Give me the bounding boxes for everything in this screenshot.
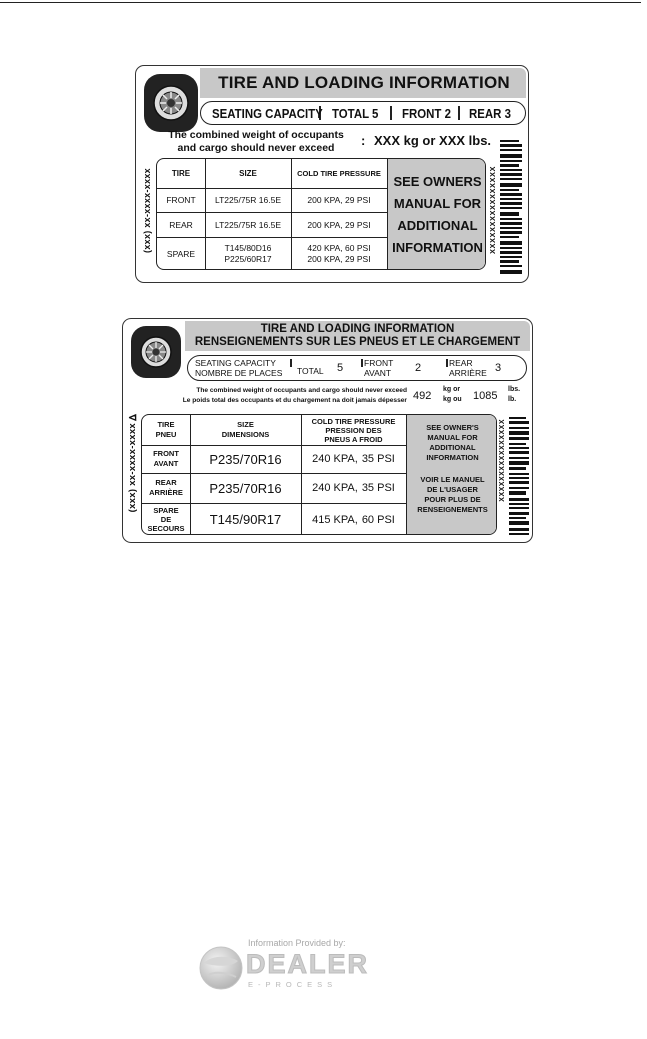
- header-size-en: SIZE: [237, 420, 254, 429]
- header-size: [190, 415, 301, 445]
- seating-capacity-label: SEATING CAPACITY: [212, 106, 323, 121]
- barcode-code: XXXXXXXXXXXXXXXX: [488, 166, 497, 255]
- weight-text-line1: The combined weight of occupants: [168, 129, 344, 141]
- barcode: [509, 417, 529, 535]
- barcode-bar: [509, 521, 529, 525]
- barcode-bar: [500, 178, 522, 180]
- rear-label: REAR: [449, 358, 473, 368]
- header-tire-fr: PNEU: [155, 430, 177, 439]
- spare-pressure-line2: 200 KPA, 29 PSI: [307, 254, 371, 264]
- barcode-bar: [500, 265, 522, 267]
- row-front-size: LT225/75R 16.5E: [215, 195, 281, 205]
- barcode-bar: [500, 256, 522, 258]
- row-rear-tire: [142, 473, 190, 503]
- page-top-rule: [0, 2, 641, 3]
- voir-line: RENSEIGNEMENTS: [417, 505, 488, 514]
- barcode-bar: [509, 457, 529, 459]
- row-rear-pressure: [301, 473, 406, 503]
- spare-size-line1: T145/80D16: [224, 243, 272, 253]
- barcode-bar: [500, 222, 522, 225]
- row-front-size: P235/70R16: [209, 451, 282, 467]
- barcode-code: XXXXXXXXXXXXXXXX: [499, 419, 506, 502]
- barcode-bar: [500, 198, 522, 200]
- barcode-bar: [500, 160, 522, 162]
- header-pressure: COLD TIRE PRESSURE: [297, 169, 381, 178]
- header-size: SIZE: [239, 169, 257, 178]
- row-rear-size: LT225/75R 16.5E: [215, 219, 281, 230]
- row-spare-size: [205, 237, 291, 270]
- barcode-bar: [509, 517, 526, 519]
- header-tire-en: TIRE: [157, 420, 175, 429]
- psi-value: 35 PSI: [361, 453, 395, 465]
- weight-colon: :: [361, 133, 366, 148]
- row-rear-pressure: 200 KPA, 29 PSI: [307, 219, 371, 230]
- front-label: FRONT: [364, 358, 394, 368]
- kpa-value: 415 KPA,: [312, 513, 358, 526]
- psi-value: 35 PSI: [361, 482, 395, 494]
- see-owners-line: ADDITIONAL: [429, 443, 476, 452]
- arriere-label: ARRIÈRE: [449, 368, 487, 378]
- barcode-bar: [509, 477, 529, 479]
- row-front-tire: [142, 445, 190, 473]
- barcode-bar: [509, 512, 529, 515]
- front-value: 2: [415, 362, 422, 374]
- barcode-bar: [509, 507, 529, 509]
- weight-value: XXX kg or XXX lbs.: [374, 133, 492, 148]
- total-value: TOTAL 5: [332, 106, 379, 121]
- barcode-bar: [509, 451, 529, 454]
- barcode-bar: [509, 473, 529, 475]
- tire-table: [141, 414, 497, 535]
- barcode-bar: [509, 498, 529, 501]
- kpa-value: 240 KPA,: [312, 482, 358, 494]
- barcode-bar: [500, 241, 522, 245]
- barcode-bar: [500, 212, 519, 216]
- barcode-bar: [500, 169, 522, 171]
- see-owners-line: INFORMATION: [426, 453, 479, 462]
- barcode-bar: [509, 481, 529, 484]
- barcode-bar: [509, 431, 529, 435]
- header-tire: [142, 415, 190, 445]
- total-value: 5: [337, 362, 344, 374]
- rear-value: 3: [495, 362, 502, 374]
- row-spare-size: T145/90R17: [209, 512, 282, 527]
- barcode-bar: [509, 487, 529, 489]
- see-owners-box: [406, 415, 497, 535]
- barcode-bar: [509, 437, 529, 440]
- barcode-bar: [500, 154, 522, 158]
- see-owners-line: SEE OWNERS: [393, 174, 482, 189]
- header-size-fr: DIMENSIONS: [221, 430, 270, 439]
- label-title: TIRE AND LOADING INFORMATION: [218, 73, 510, 92]
- kg-or: kg or: [443, 386, 461, 393]
- seat-divider: [458, 106, 460, 120]
- seat-divider: [290, 359, 292, 367]
- barcode-bar: [509, 533, 529, 535]
- header-pressure-line: PRESSION DES: [325, 425, 382, 435]
- nombre-de-places-label: NOMBRE DE PLACES: [195, 368, 283, 378]
- barcode-bar: [509, 528, 529, 531]
- barcode-bar: [500, 202, 522, 205]
- row-spare-pressure: [291, 237, 387, 270]
- tire-fr: AVANT: [153, 459, 179, 468]
- tire-fr: ARRIÈRE: [149, 488, 183, 497]
- barcode-bar: [509, 503, 529, 505]
- barcode-bar: [500, 189, 519, 191]
- barcode-bar: [500, 164, 519, 167]
- row-front-pressure: 200 KPA, 29 PSI: [307, 195, 371, 205]
- spare-pressure-line1: 420 KPA, 60 PSI: [307, 243, 371, 253]
- label-title-en: TIRE AND LOADING INFORMATION: [260, 323, 455, 335]
- barcode-bar: [500, 173, 522, 176]
- front-value: FRONT 2: [402, 106, 451, 121]
- see-owners-line: MANUAL FOR: [427, 433, 478, 442]
- kpa-value: 240 KPA,: [312, 453, 358, 465]
- barcode-bar: [500, 218, 522, 220]
- lbs-value: 1085: [473, 390, 498, 402]
- barcode-bar: [500, 193, 522, 196]
- seat-divider: [446, 359, 448, 367]
- total-label: TOTAL: [297, 366, 324, 376]
- globe-logo-icon: [198, 945, 244, 991]
- side-code: (xxx) xx-xxxx-xxxx: [142, 168, 152, 253]
- row-spare-tire: [142, 503, 190, 535]
- rear-value: REAR 3: [469, 106, 511, 121]
- voir-line: POUR PLUS DE: [424, 495, 481, 504]
- brand-text: DEALER: [246, 949, 370, 979]
- header-pressure-line: PNEUS A FROID: [324, 434, 383, 444]
- side-code: (xxx) xx-xxxx-xxxx: [127, 423, 138, 513]
- brand-sub-text: E-PROCESS: [248, 980, 338, 989]
- barcode-bar: [509, 447, 529, 449]
- dealer-eprocess-watermark: [196, 935, 406, 995]
- provided-by-text: Information Provided by:: [248, 938, 346, 948]
- weight-text-line2: and cargo should never exceed: [177, 142, 335, 154]
- seating-capacity-label: SEATING CAPACITY: [195, 358, 276, 368]
- tire-en: SPARE: [153, 506, 179, 515]
- lb-label: lb.: [508, 396, 517, 403]
- barcode-bar: [509, 461, 529, 465]
- weight-text-fr: Le poids total des occupants et du chargement na doit jamais dépesser: [182, 397, 407, 404]
- barcode-bar: [500, 140, 519, 142]
- voir-line: VOIR LE MANUEL: [420, 475, 485, 484]
- tire-table: [156, 158, 486, 270]
- barcode-bar: [500, 183, 522, 187]
- barcode-bar: [509, 417, 526, 419]
- see-owners-line: SEE OWNER'S: [426, 423, 479, 432]
- barcode-bar: [509, 427, 529, 429]
- barcode-bar: [509, 467, 526, 470]
- triangle-icon: ⊲: [128, 412, 138, 424]
- row-rear-size: P235/70R16: [209, 480, 282, 496]
- kg-value: 492: [413, 390, 432, 402]
- row-front-tire: FRONT: [166, 195, 196, 205]
- weight-text-en: The combined weight of occupants and cargo should never exceed: [196, 387, 407, 394]
- label-title-fr: RENSEIGNEMENTS SUR LES PNEUS ET LE CHARGEMENT: [194, 336, 521, 348]
- see-owners-line: ADDITIONAL: [397, 218, 478, 233]
- barcode-bar: [500, 260, 519, 263]
- see-owners-box: [387, 159, 486, 270]
- barcode-bar: [500, 231, 522, 234]
- barcode-bar: [500, 247, 522, 249]
- tire-label-2: [122, 318, 533, 543]
- see-owners-line: INFORMATION: [392, 240, 483, 255]
- barcode-bar: [500, 227, 522, 229]
- header-pressure: [301, 415, 406, 445]
- barcode-bar: [509, 491, 526, 495]
- header-pressure-line: COLD TIRE PRESSURE: [311, 416, 396, 426]
- seat-divider: [390, 106, 392, 120]
- barcode-bar: [509, 421, 529, 424]
- see-owners-line: MANUAL FOR: [393, 196, 482, 211]
- psi-value: 60 PSI: [361, 513, 395, 526]
- row-spare-tire: SPARE: [166, 249, 196, 259]
- avant-label: AVANT: [364, 368, 392, 378]
- barcode-bar: [500, 144, 522, 147]
- voir-line: DE L'USAGER: [427, 485, 478, 494]
- row-front-pressure: [301, 445, 406, 473]
- barcode-bar: [500, 149, 522, 151]
- barcode-bar: [500, 236, 519, 238]
- tire-en: REAR: [155, 478, 177, 487]
- barcode-bar: [500, 251, 522, 254]
- tire-icon: [129, 324, 183, 380]
- barcode-bar: [500, 207, 522, 209]
- tire-label-1: [135, 65, 529, 283]
- tire-fr: DE: [160, 515, 172, 524]
- tire-icon: [142, 72, 200, 134]
- lbs-label: lbs.: [508, 386, 521, 393]
- barcode-bar: [500, 270, 522, 274]
- tire-fr: SECOURS: [147, 524, 185, 533]
- spare-size-line2: P225/60R17: [224, 254, 272, 264]
- row-spare-pressure: [301, 503, 406, 535]
- tire-en: FRONT: [153, 449, 179, 458]
- kg-ou: kg ou: [443, 396, 462, 403]
- barcode-bar: [509, 443, 526, 445]
- header-tire: TIRE: [171, 169, 191, 178]
- barcode: [500, 140, 522, 274]
- seat-divider: [361, 359, 363, 367]
- row-rear-tire: REAR: [169, 219, 193, 230]
